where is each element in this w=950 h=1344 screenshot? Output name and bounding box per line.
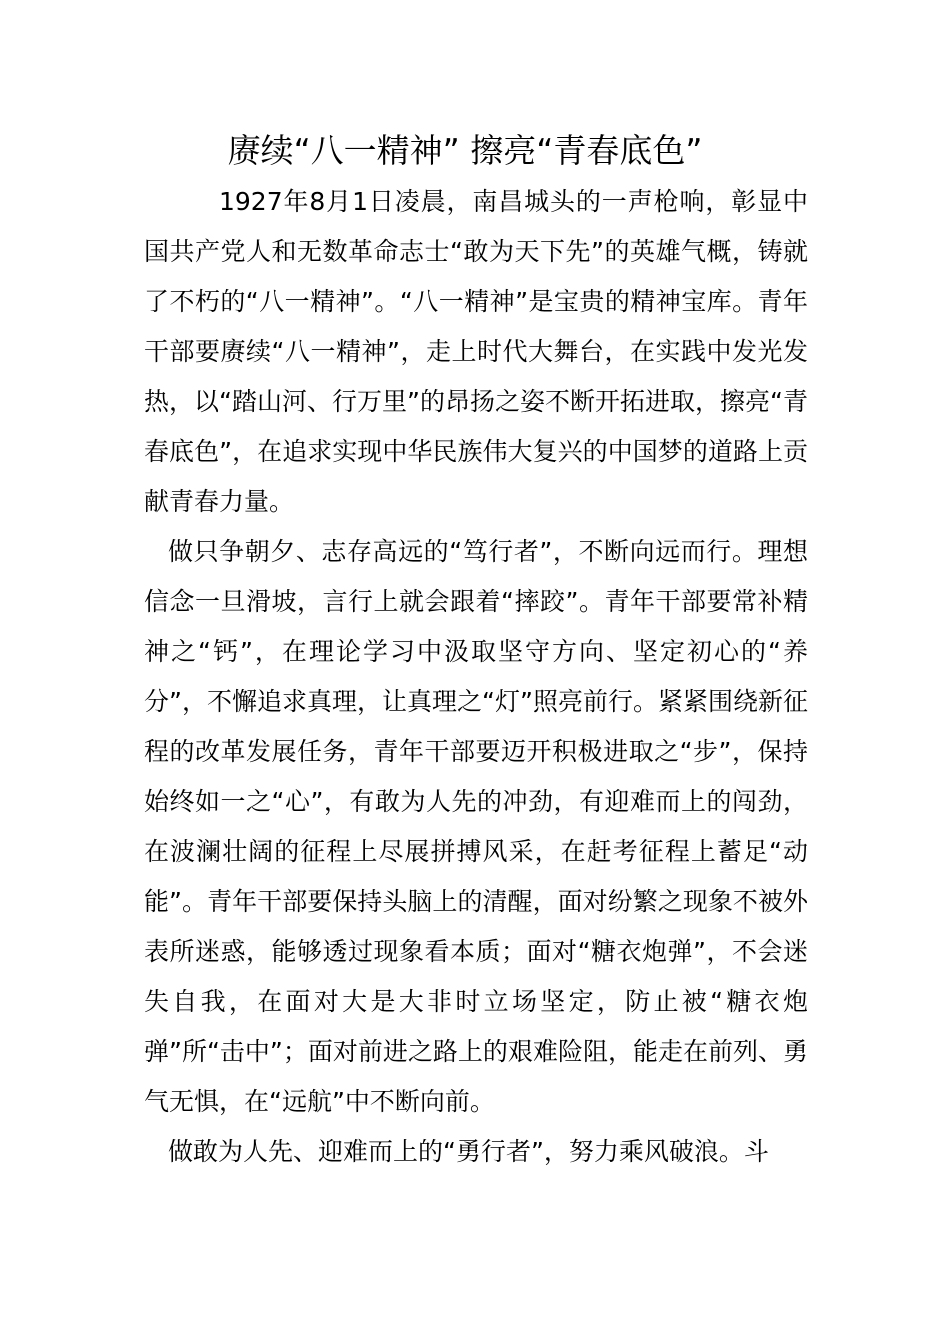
document-body (144, 177, 808, 1177)
paragraph-1: 1927年8月1日凌晨，南昌城头的一声枪响，彰显中国共产党人和无数革命志士“敢为天下先”的英雄气概，铸就了不朽的“八一精神”。“八一精神”是宝贵的精神宝库。青年干部要赓续“八一精神”，走上时代大舞台，在实践中发光发热，以“踏山河、行万里”的昂扬之姿不断开拓进取，擦亮“青春底色”，在追求实现中华民族伟大复兴的中国梦的道路上贡献青春力量。 (144, 187, 808, 516)
paragraph-3: 做敢为人先、迎难而上的“勇行者”，努力乘风破浪。斗 (168, 1137, 769, 1166)
document-title: 赓续“八一精神” 擦亮“青春底色” (227, 131, 703, 170)
paragraph-2: 做只争朝夕、志存高远的“笃行者”，不断向远而行。理想信念一旦滑坡，言行上就会跟着“摔跤”。青年干部要常补精神之“钙”，在理论学习中汲取坚守方向、坚定初心的“养分”，不懈追求真理，让真理之“灯”照亮前行。紧紧围绕新征程的改革发展任务，青年干部要迈开积极进取之“步”，保持始终如一之“心”，有敢为人先的冲劲，有迎难而上的闯劲，在波澜壮阔的征程上尽展拼搏风采，在赶考征程上蓄足“动能”。青年干部要保持头脑上的清醒，面对纷繁之现象不被外表所迷惑，能够透过现象看本质；面对“糖衣炮弹”，不会迷失自我，在面对大是大非时立场坚定，防止被“糖衣炮弹”所“击中”；面对前进之路上的艰难险阻，能走在前列、勇气无惧，在“远航”中不断向前。 (144, 537, 808, 1116)
